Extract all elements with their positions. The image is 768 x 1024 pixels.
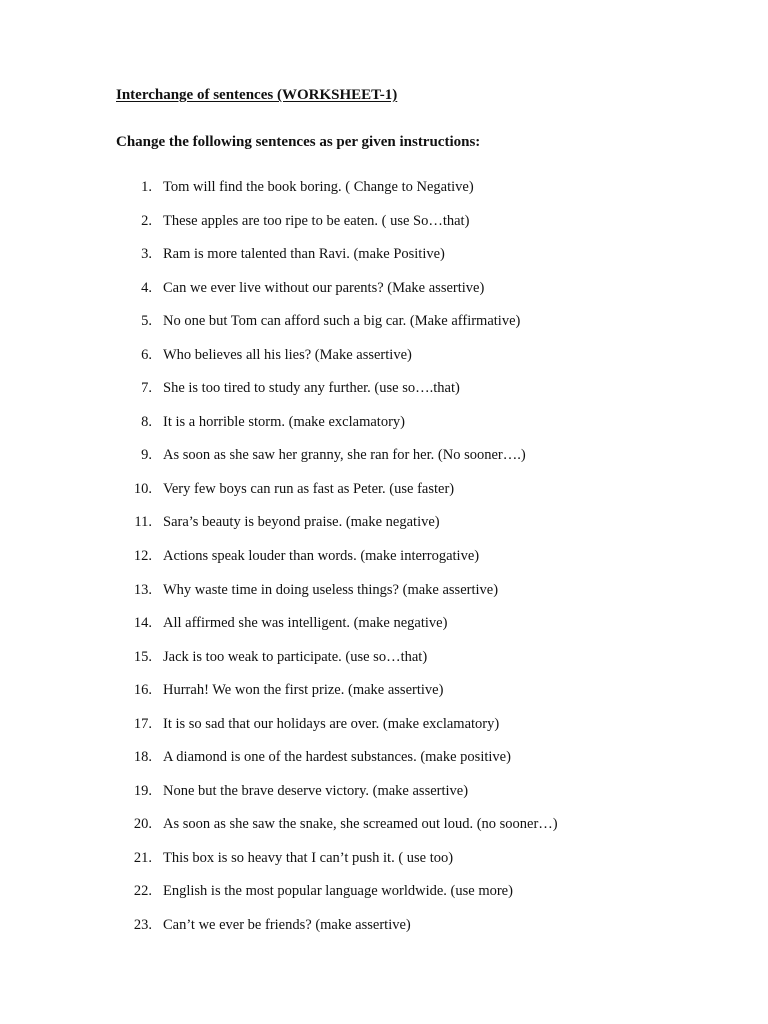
question-number: 6. [141, 346, 152, 363]
question-item-16 [0, 680, 768, 714]
question-text: English is the most popular language worldwide. (use more) [163, 883, 513, 900]
question-number: 16. [133, 682, 152, 699]
worksheet-title: Interchange of sentences (WORKSHEET-1) [116, 87, 398, 103]
question-number: 8. [141, 413, 152, 430]
question-text: Very few boys can run as fast as Peter. (use faster) [163, 480, 455, 497]
question-text: All affirmed she was intelligent. (make negative) [163, 615, 448, 632]
question-text: None but the brave deserve victory. (make assertive) [163, 782, 469, 799]
question-text: Can’t we ever be friends? (make assertive) [163, 917, 411, 934]
question-item-22 [0, 881, 768, 915]
question-text: Can we ever live without our parents? (Make assertive) [163, 279, 485, 296]
question-item-11 [0, 512, 768, 546]
question-list [0, 177, 768, 949]
question-number: 5. [141, 313, 152, 330]
question-item-5 [0, 311, 768, 345]
question-item-19 [0, 781, 768, 815]
question-text: Jack is too weak to participate. (use so…that) [163, 648, 428, 665]
question-number: 12. [133, 548, 152, 565]
question-number: 22. [133, 883, 152, 900]
question-text: Tom will find the book boring. ( Change to Negative) [163, 179, 474, 195]
question-item-21 [0, 848, 768, 882]
question-text: Hurrah! We won the first prize. (make assertive) [163, 682, 444, 699]
question-number: 20. [133, 816, 152, 833]
question-number: 7. [141, 380, 152, 397]
question-item-17 [0, 714, 768, 748]
question-text: As soon as she saw her granny, she ran for her. (No sooner….) [163, 447, 526, 464]
question-text: It is so sad that our holidays are over. (make exclamatory) [163, 715, 500, 732]
question-item-13 [0, 580, 768, 614]
worksheet-instructions: Change the following sentences as per given instructions: [116, 134, 481, 150]
question-text: A diamond is one of the hardest substances. (make positive) [163, 749, 511, 766]
question-number: 2. [141, 212, 152, 229]
question-text: She is too tired to study any further. (use so….that) [163, 380, 460, 397]
question-text: Actions speak louder than words. (make interrogative) [163, 548, 480, 565]
question-item-18 [0, 747, 768, 781]
question-text: Ram is more talented than Ravi. (make Positive) [163, 246, 445, 263]
question-number: 3. [141, 246, 152, 263]
question-number: 10. [133, 480, 152, 497]
question-number: 21. [133, 849, 152, 866]
question-item-10 [0, 479, 768, 513]
question-text: No one but Tom can afford such a big car. (Make affirmative) [163, 313, 521, 330]
question-text: Why waste time in doing useless things? (make assertive) [163, 581, 499, 598]
question-number: 18. [133, 749, 152, 766]
question-item-20 [0, 814, 768, 848]
question-number: 4. [141, 279, 152, 296]
question-number: 15. [133, 648, 152, 665]
question-number: 1. [141, 179, 152, 195]
question-item-23 [0, 915, 768, 949]
question-text: As soon as she saw the snake, she screamed out loud. (no sooner…) [163, 816, 558, 833]
question-item-7 [0, 378, 768, 412]
question-number: 11. [134, 514, 152, 531]
question-text: Who believes all his lies? (Make assertive) [163, 346, 412, 363]
question-item-15 [0, 647, 768, 681]
question-item-9 [0, 445, 768, 479]
question-number: 23. [133, 917, 152, 934]
question-number: 13. [133, 581, 152, 598]
question-item-6 [0, 345, 768, 379]
question-item-4 [0, 278, 768, 312]
question-item-3 [0, 244, 768, 278]
question-text: This box is so heavy that I can’t push it. ( use too) [163, 849, 454, 866]
question-text: It is a horrible storm. (make exclamatory) [163, 413, 405, 430]
question-item-2 [0, 211, 768, 245]
question-item-1 [0, 177, 768, 211]
question-number: 14. [133, 615, 152, 632]
question-item-8 [0, 412, 768, 446]
question-item-14 [0, 613, 768, 647]
question-number: 19. [133, 782, 152, 799]
question-text: These apples are too ripe to be eaten. ( use So…that) [163, 212, 470, 229]
question-number: 9. [141, 447, 152, 464]
question-text: Sara’s beauty is beyond praise. (make negative) [163, 514, 440, 531]
question-number: 17. [133, 715, 152, 732]
question-item-12 [0, 546, 768, 580]
